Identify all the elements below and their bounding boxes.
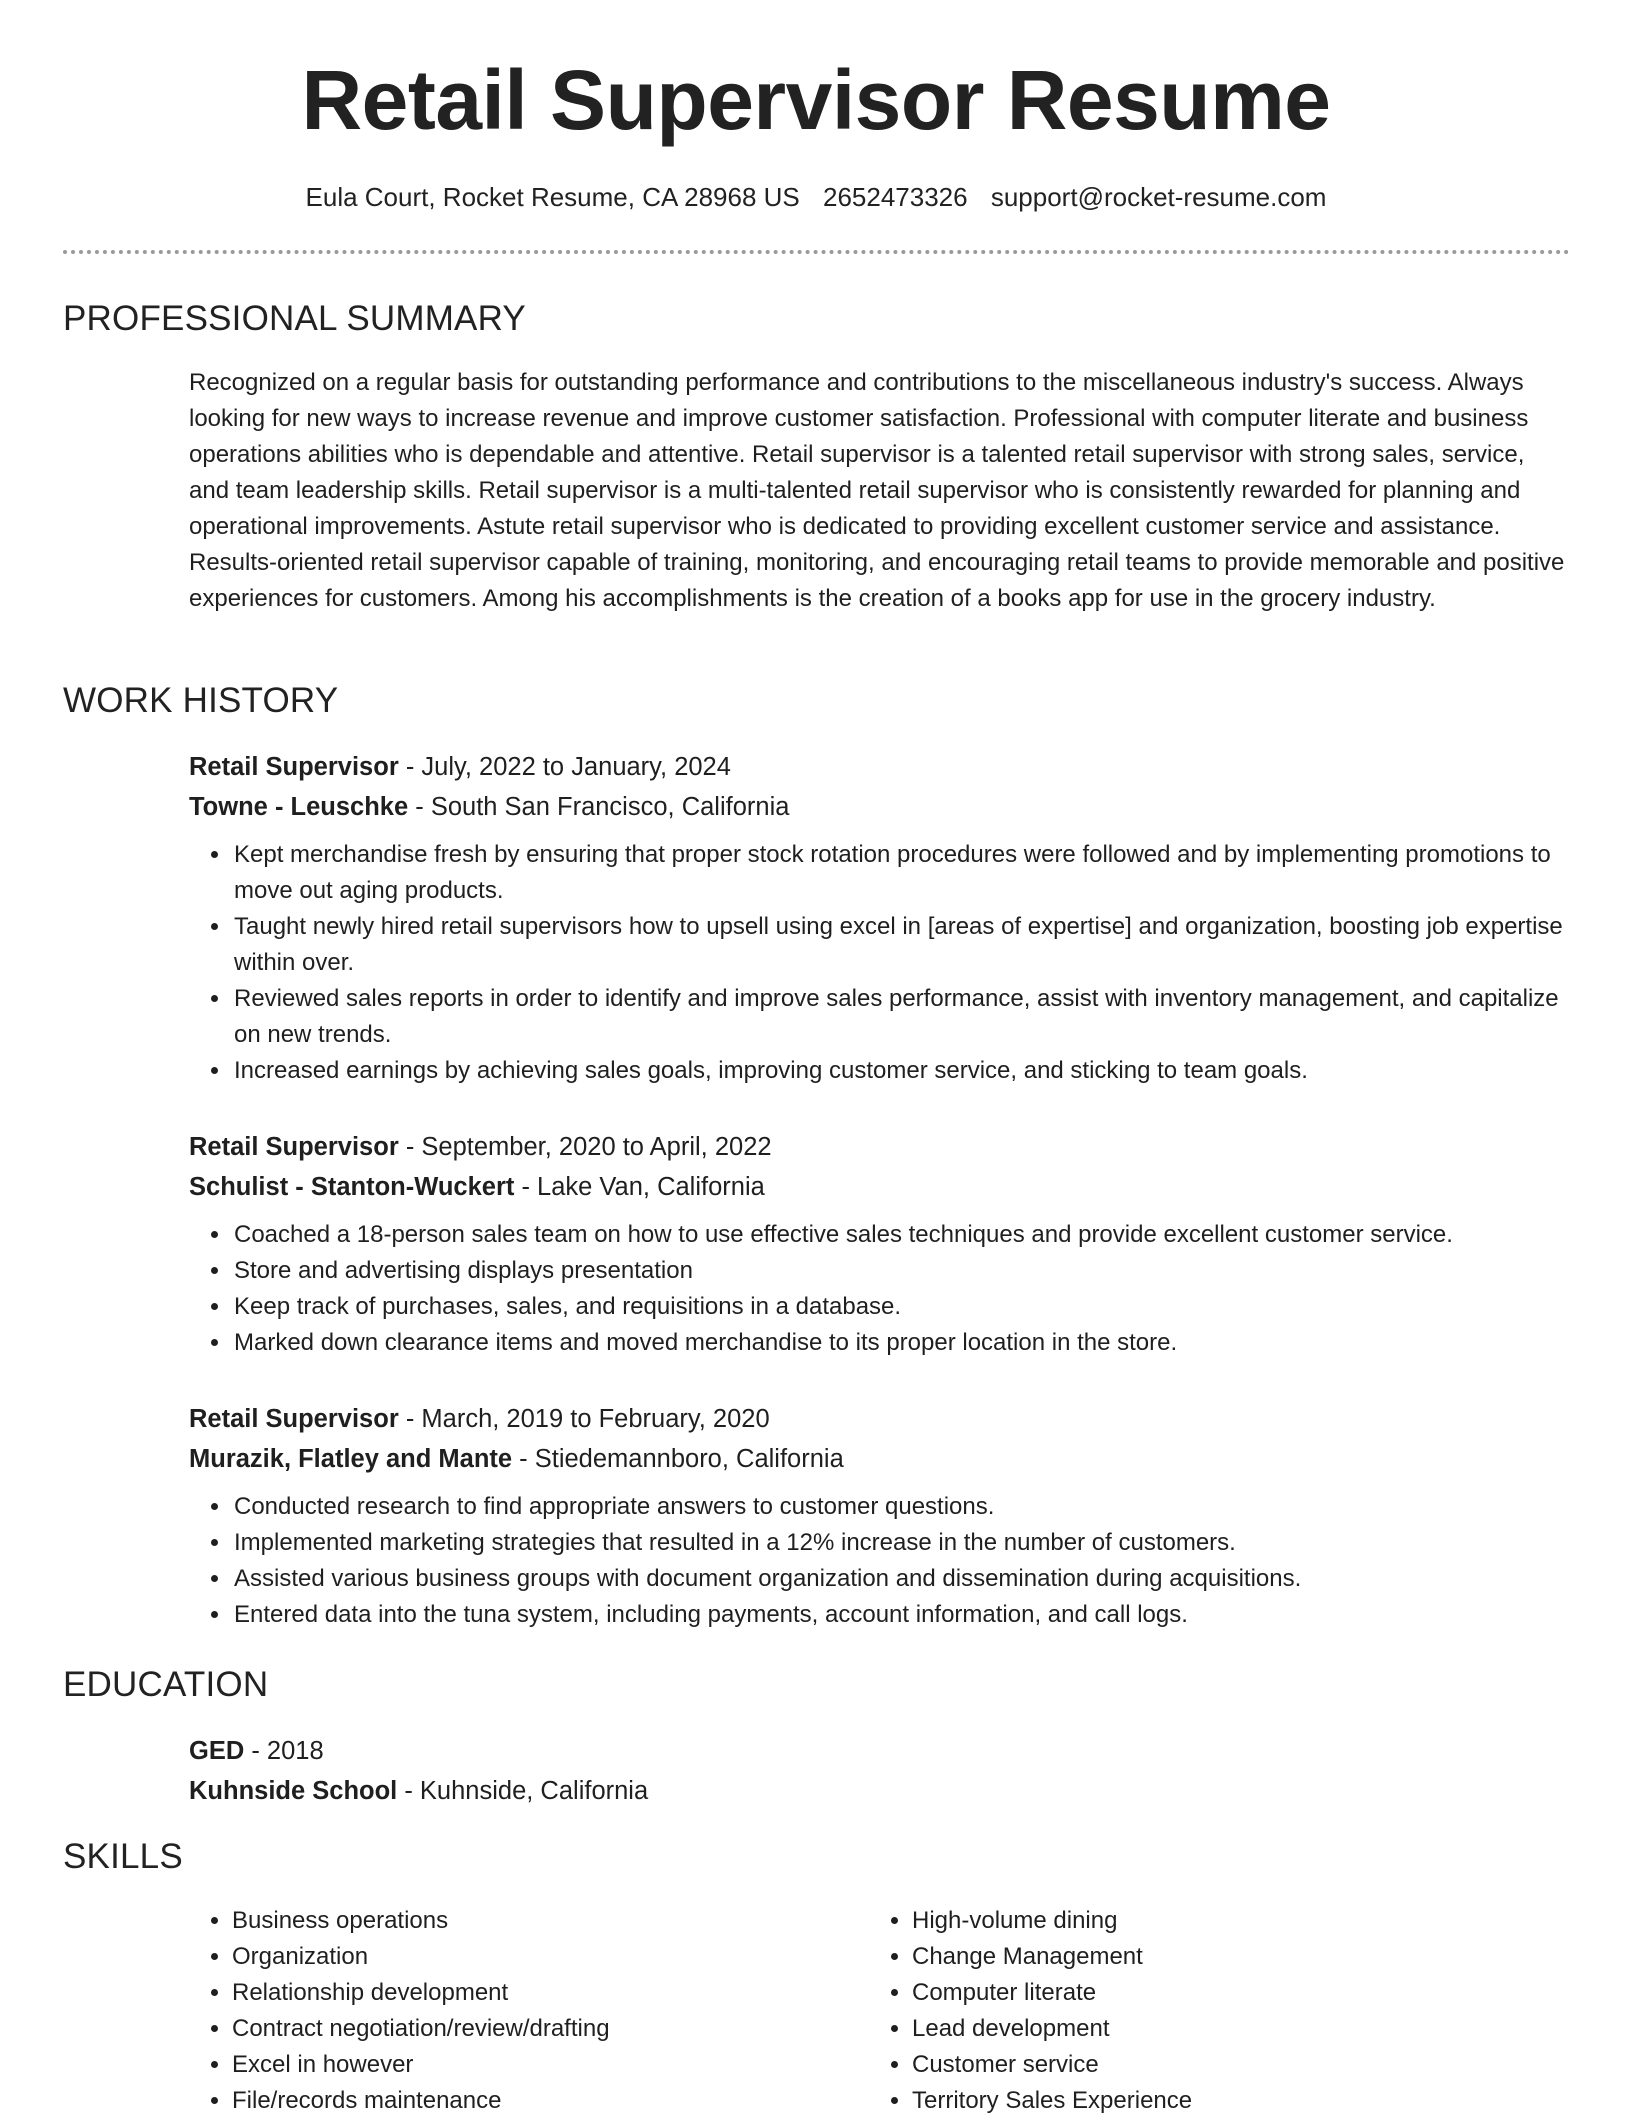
job-company-line [189,1167,1570,1207]
contact-email: support@rocket-resume.com [990,182,1327,212]
skill-item: • High-volume dining [912,1903,1192,1939]
job-bullet: • Taught newly hired retail supervisors how to upsell using excel in [areas of expertise] and organization, boosting job expertise within over. [232,909,1570,981]
education-year: - 2018 [244,1737,324,1765]
contact-phone: 2652473326 [823,182,968,212]
job-bullet: • Conducted research to find appropriate answers to customer questions. [232,1489,1570,1525]
summary-text: Recognized on a regular basis for outstanding performance and contributions to the miscellaneous industry's success. Always looking for new ways to increase revenue and improve customer satisfaction. Professional with computer literate and business operations abilities who is dependable and attentive. Retail supervisor is a talented retail supervisor with strong sales, service, and team leadership skills. Retail supervisor is a multi-talented retail supervisor who is consistently rewarded for planning and operational improvements. Astute retail supervisor who is dedicated to providing excellent customer service and assistance. Results-oriented retail supervisor capable of training, monitoring, and encouraging retail teams to provide memorable and positive experiences for customers. Among his accomplishments is the creation of a books app for use in the grocery industry. [189,369,1565,612]
job-entry [189,747,1570,1089]
skill-item: • Lead development [912,2011,1192,2047]
job-title-line [189,747,1570,787]
skill-item: • Business operations [232,1903,610,1939]
education-school: Kuhnside School [189,1777,398,1805]
job-company-line [189,787,1570,827]
job-location: - Lake Van, California [514,1173,765,1201]
job-company: Towne - Leuschke [189,793,409,821]
job-bullet: • Implemented marketing strategies that resulted in a 12% increase in the number of customers. [232,1525,1570,1561]
job-bullet: • Entered data into the tuna system, including payments, account information, and call logs. [232,1597,1570,1633]
job-company: Murazik, Flatley and Mante [189,1445,513,1473]
skills-list-left [189,1903,610,2119]
job-bullet: • Kept merchandise fresh by ensuring that proper stock rotation procedures were followed and by implementing promotions to move out aging products. [232,837,1570,909]
skills-list-right [869,1903,1192,2119]
skill-item: • Territory Sales Experience [912,2083,1192,2119]
job-title-line [189,1127,1570,1167]
job-dates: - July, 2022 to January, 2024 [398,753,731,781]
job-company: Schulist - Stanton-Wuckert [189,1173,515,1201]
work-history-heading: WORK HISTORY [63,681,339,720]
skill-item: • Customer service [912,2047,1192,2083]
job-entry [189,1399,1570,1633]
job-bullet: • Assisted various business groups with document organization and dissemination during acquisitions. [232,1561,1570,1597]
skill-item: • Change Management [912,1939,1192,1975]
job-bullet: • Marked down clearance items and moved merchandise to its proper location in the store. [232,1325,1570,1361]
skill-item: • Relationship development [232,1975,610,2011]
job-title: Retail Supervisor [189,753,399,781]
education-heading: EDUCATION [63,1665,269,1704]
job-company-line [189,1439,1570,1479]
skill-item: • Excel in however [232,2047,610,2083]
skill-item: • File/records maintenance [232,2083,610,2119]
job-bullets [189,1489,1570,1633]
job-title: Retail Supervisor [189,1133,399,1161]
education-school-line [189,1771,1570,1811]
job-dates: - March, 2019 to February, 2020 [398,1405,770,1433]
education-entry [189,1731,1570,1811]
job-dates: - September, 2020 to April, 2022 [398,1133,772,1161]
job-bullet: • Increased earnings by achieving sales goals, improving customer service, and sticking to team goals. [232,1053,1570,1089]
education-degree: GED [189,1737,245,1765]
job-title-line [189,1399,1570,1439]
job-bullet: • Keep track of purchases, sales, and requisitions in a database. [232,1289,1570,1325]
job-location: - South San Francisco, California [408,793,790,821]
resume-title: Retail Supervisor Resume [301,53,1331,147]
skill-item: • Computer literate [912,1975,1192,2011]
job-bullets [189,837,1570,1089]
header-divider [63,250,1570,254]
job-bullet: • Coached a 18-person sales team on how to use effective sales techniques and provide excellent customer service. [232,1217,1570,1253]
job-bullet: • Reviewed sales reports in order to identify and improve sales performance, assist with inventory management, and capitalize on new trends. [232,981,1570,1053]
job-entry [189,1127,1570,1361]
skill-item: • Contract negotiation/review/drafting [232,2011,610,2047]
education-location: - Kuhnside, California [397,1777,649,1805]
education-degree-line [189,1731,1570,1771]
job-location: - Stiedemannboro, California [512,1445,844,1473]
contact-line [0,182,1632,213]
job-bullets [189,1217,1570,1361]
job-title: Retail Supervisor [189,1405,399,1433]
job-bullet: • Store and advertising displays presentation [232,1253,1570,1289]
skill-item: • Organization [232,1939,610,1975]
summary-heading: PROFESSIONAL SUMMARY [63,299,526,338]
skills-heading: SKILLS [63,1837,183,1876]
contact-address: Eula Court, Rocket Resume, CA 28968 US [305,182,800,212]
